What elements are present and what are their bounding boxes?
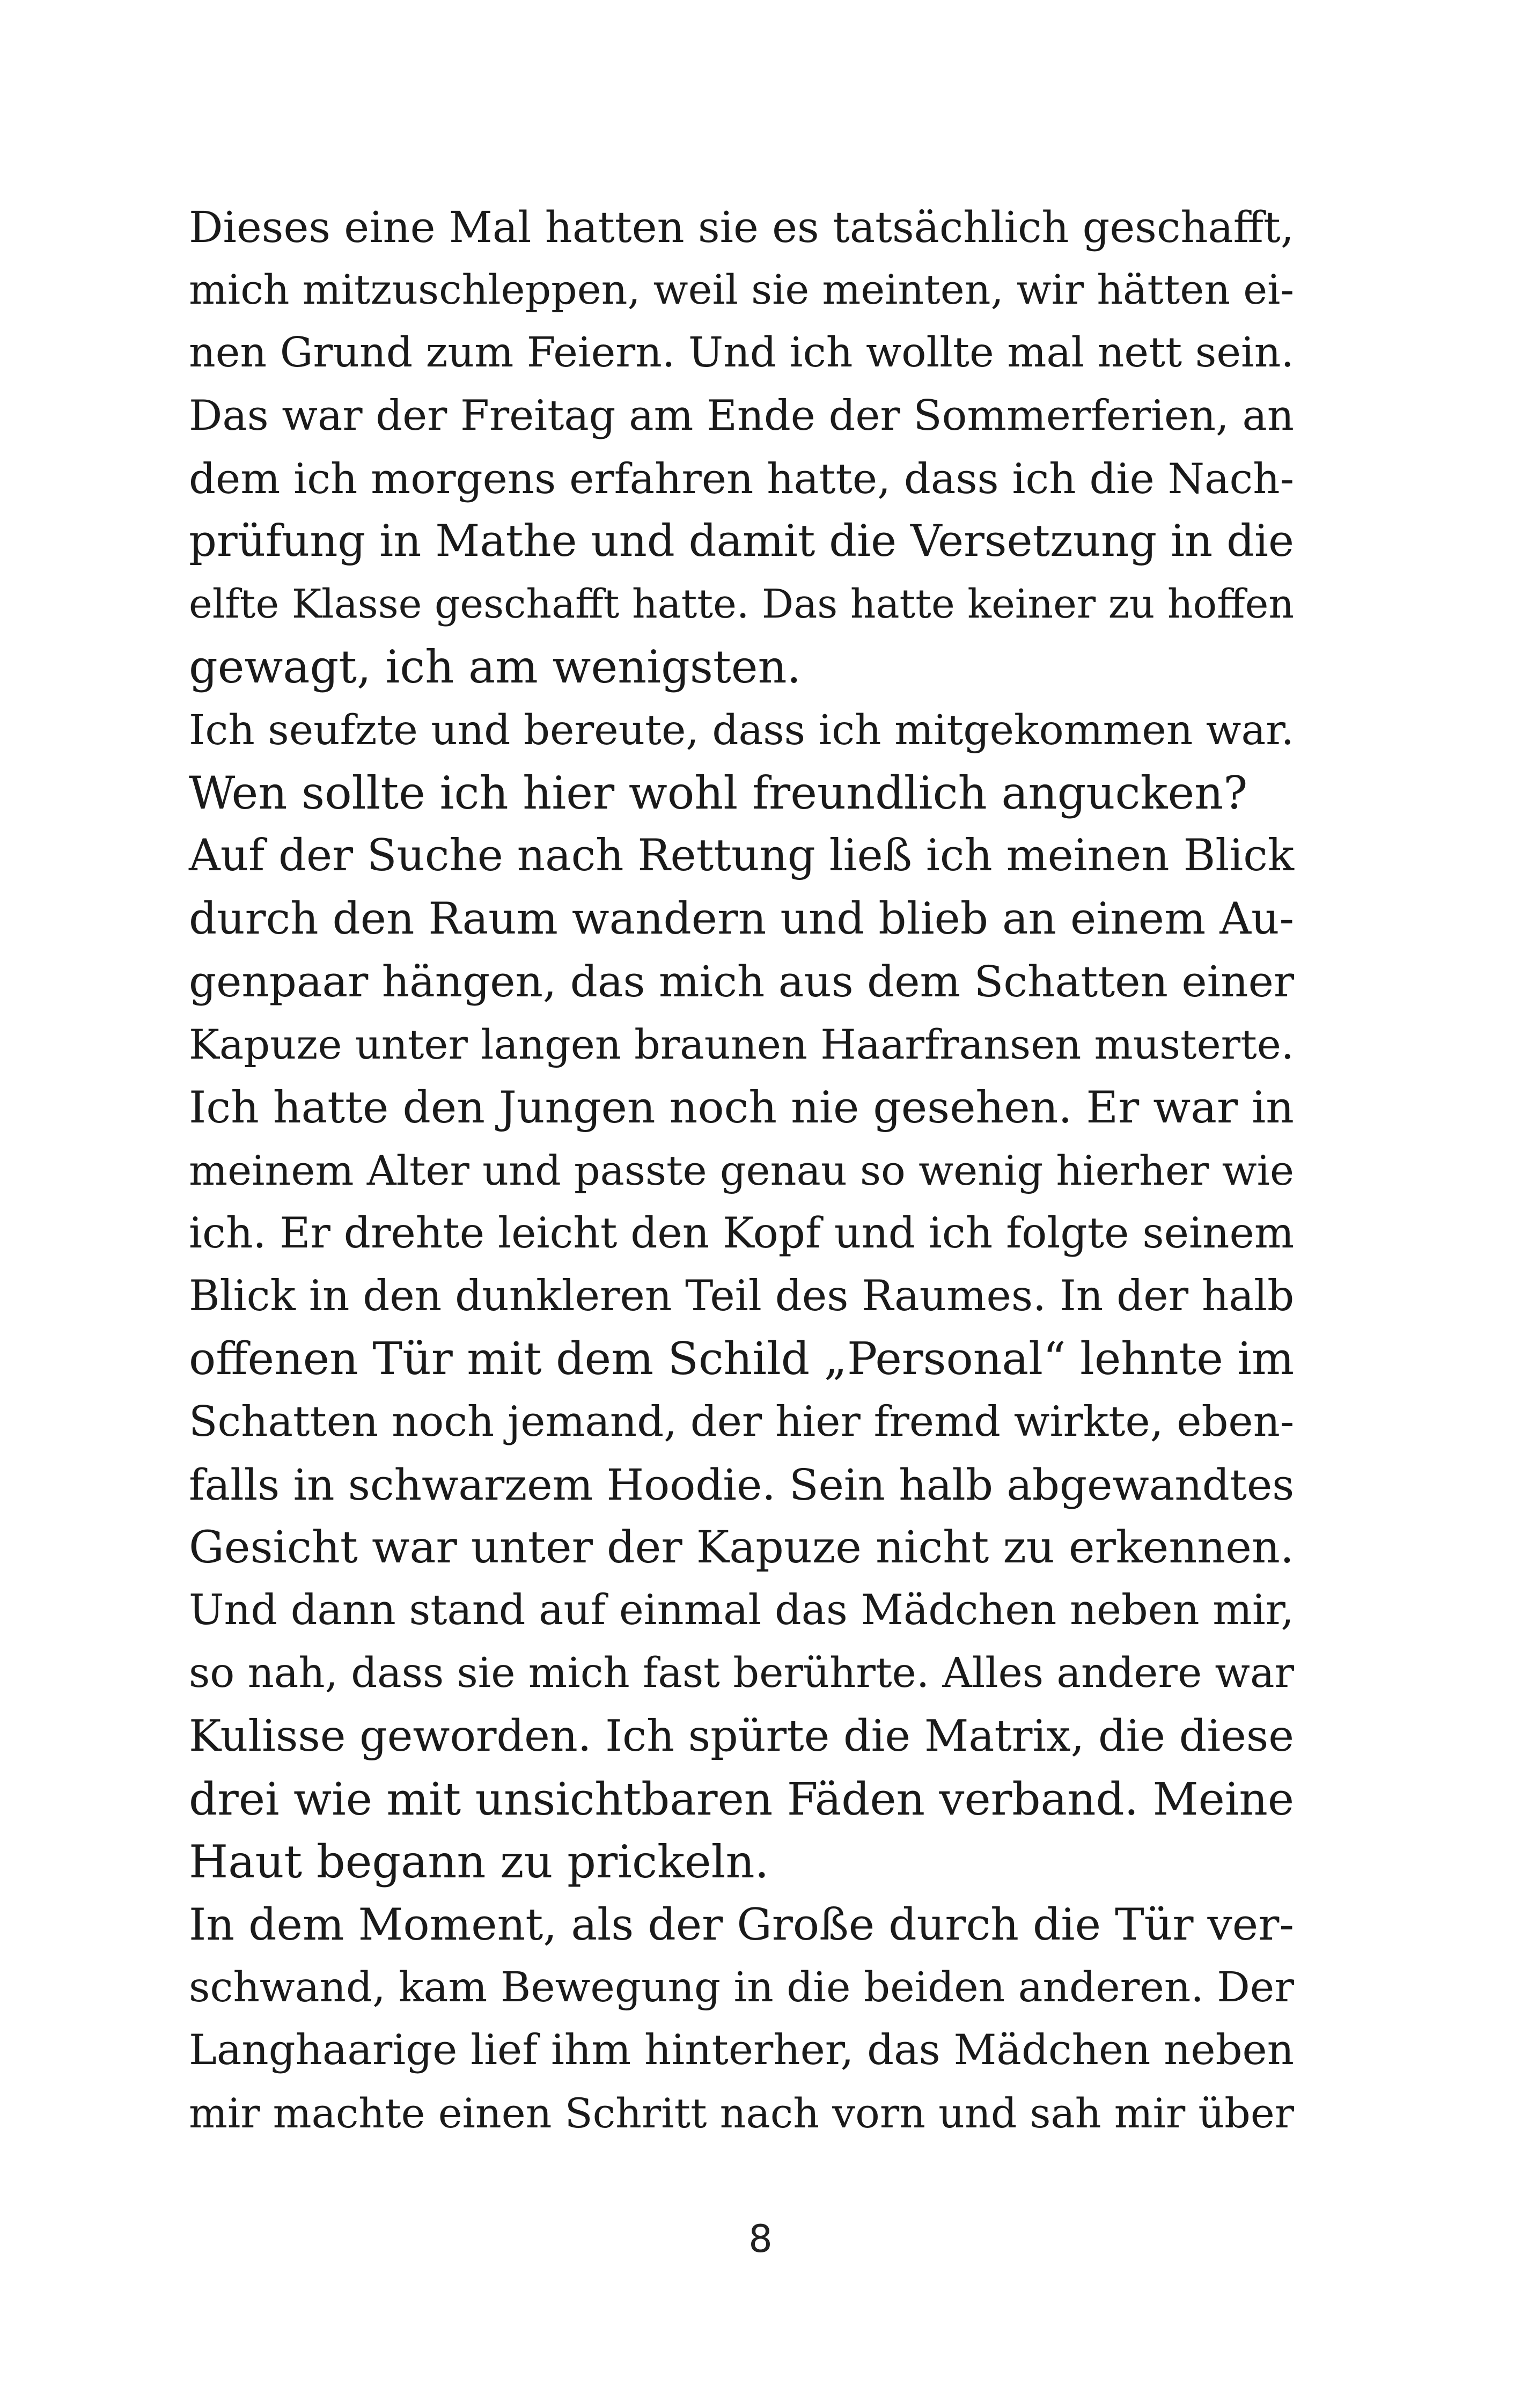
- text-line: so nah, dass sie mich fast berührte. Alles andere war: [189, 1649, 1295, 1698]
- page-number: 8: [748, 2217, 773, 2261]
- text-line: Blick in den dunkleren Teil des Raumes. In der halb: [189, 1272, 1295, 1321]
- text-line: genpaar hängen, das mich aus dem Schatten einer: [189, 957, 1294, 1007]
- text-line: Gesicht war unter der Kapuze nicht zu erkennen.: [189, 1522, 1295, 1573]
- text-line: Kapuze unter langen braunen Haarfransen musterte.: [189, 1021, 1294, 1069]
- text-line: elfte Klasse geschafft hatte. Das hatte keiner zu hoffen: [189, 581, 1294, 628]
- text-line: dem ich morgens erfahren hatte, dass ich die Nach-: [189, 454, 1294, 503]
- text-line: Ich seufzte und bereute, dass ich mitgekommen war.: [189, 706, 1294, 754]
- text-line: Haut begann zu prickeln.: [189, 1835, 769, 1888]
- text-line: Dieses eine Mal hatten sie es tatsächlich geschafft,: [189, 202, 1294, 252]
- text-line: nen Grund zum Feiern. Und ich wollte mal nett sein.: [189, 328, 1294, 377]
- text-line: offenen Tür mit dem Schild „Personal“ lehnte im: [189, 1333, 1295, 1385]
- body-text: [189, 196, 1294, 2145]
- text-line: Langhaarige lief ihm hinterher, das Mädchen neben: [189, 2026, 1295, 2075]
- text-line: meinem Alter und passte genau so wenig hierher wie: [189, 1146, 1294, 1194]
- text-line: mich mitzuschleppen, weil sie meinten, wir hätten ei-: [189, 266, 1295, 314]
- text-line: Kulisse geworden. Ich spürte die Matrix, die diese: [189, 1710, 1294, 1761]
- text-line: mir machte einen Schritt nach vorn und sah mir über: [189, 2089, 1294, 2137]
- text-line: gewagt, ich am wenigsten.: [189, 641, 802, 694]
- text-line: schwand, kam Bewegung in die beiden anderen. Der: [189, 1964, 1294, 2012]
- text-line: In dem Moment, als der Große durch die Tür ver-: [189, 1899, 1294, 1951]
- text-line: Schatten noch jemand, der hier fremd wirkte, eben-: [189, 1397, 1295, 1446]
- text-line: Wen sollte ich hier wohl freundlich angucken?: [189, 766, 1248, 819]
- text-line: Und dann stand auf einmal das Mädchen neben mir,: [189, 1586, 1294, 1635]
- text-line: prüfung in Mathe und damit die Versetzung in die: [189, 516, 1294, 567]
- text-line: Auf der Suche nach Rettung ließ ich meinen Blick: [189, 830, 1294, 881]
- text-line: drei wie mit unsichtbaren Fäden verband. Meine: [189, 1773, 1294, 1825]
- text-line: Ich hatte den Jungen noch nie gesehen. Er war in: [189, 1082, 1294, 1133]
- text-line: Das war der Freitag am Ende der Sommerferien, an: [189, 391, 1294, 440]
- text-line: ich. Er drehte leicht den Kopf und ich folgte seinem: [189, 1209, 1295, 1258]
- text-line: falls in schwarzem Hoodie. Sein halb abgewandtes: [189, 1459, 1295, 1510]
- text-line: durch den Raum wandern und blieb an einem Au-: [189, 893, 1294, 945]
